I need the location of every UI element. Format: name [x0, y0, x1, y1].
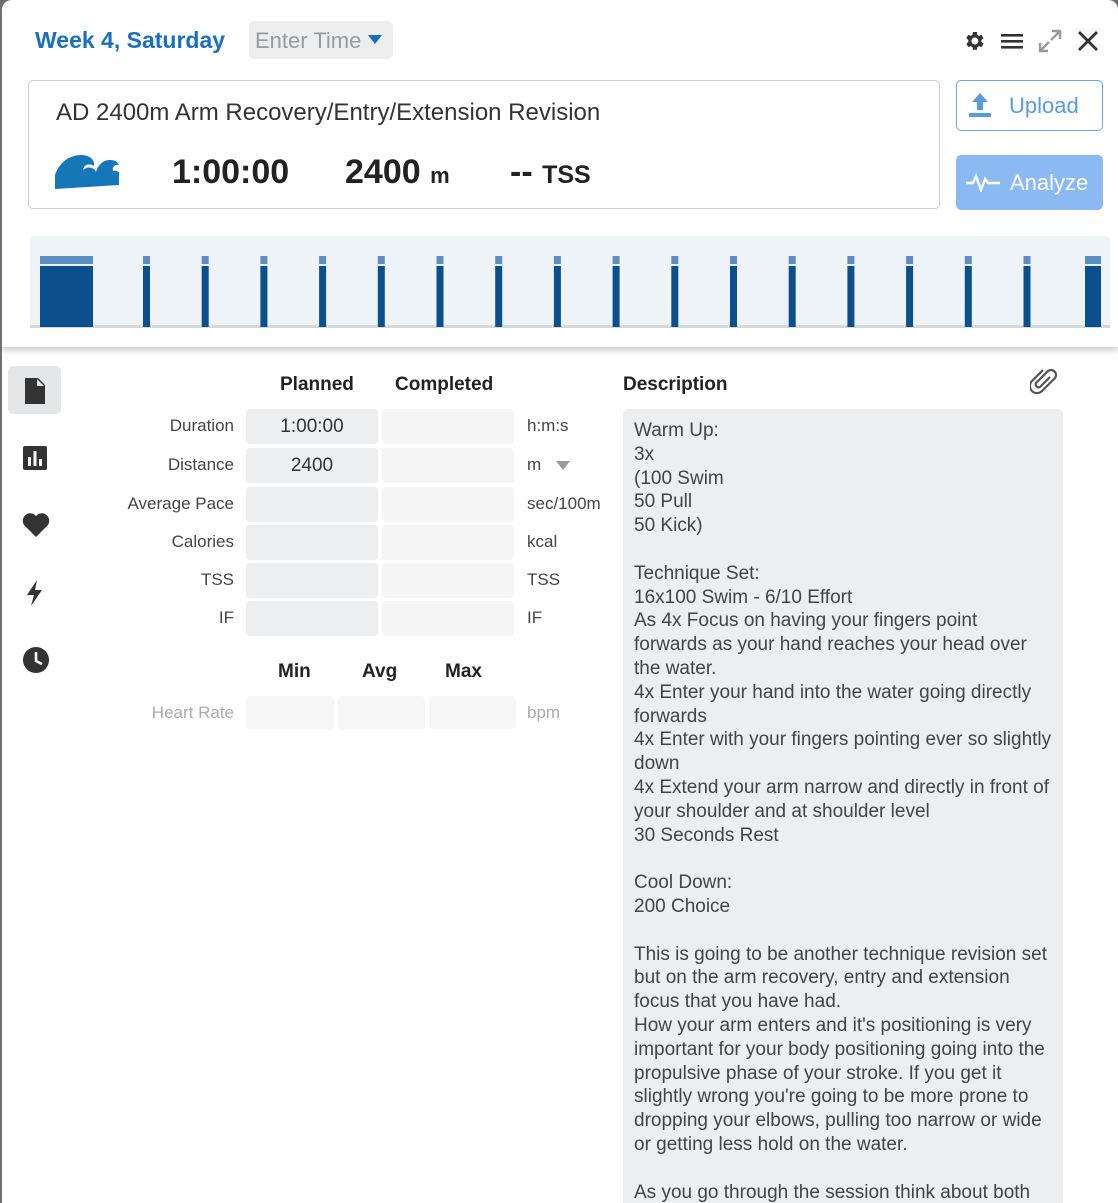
hr-avg-header: Avg [362, 661, 398, 682]
tab-details[interactable] [8, 366, 61, 414]
rep-bar-cap [965, 256, 972, 264]
distance-completed-input[interactable] [382, 448, 514, 483]
rep-bar-body [730, 266, 737, 327]
analyze-button[interactable] [956, 155, 1103, 210]
workout-summary-card [28, 80, 940, 209]
rep-bar[interactable] [613, 256, 620, 327]
calories-completed-input[interactable] [382, 525, 514, 560]
rep-bar-cap [202, 256, 209, 264]
rep-bar-body [260, 266, 267, 327]
pulse-icon [966, 172, 1000, 192]
workout-header [2, 0, 1118, 347]
rep-bar[interactable] [495, 256, 502, 327]
rep-bar-cap [847, 256, 854, 264]
duration-completed-input[interactable] [382, 409, 514, 444]
rep-bar-cap [495, 256, 502, 264]
if-completed-input[interactable] [382, 601, 514, 636]
rep-bar-body [319, 266, 326, 327]
duration-stat [172, 153, 289, 192]
swim-wave-icon [55, 151, 119, 189]
duration-label: Duration [169, 416, 234, 435]
rep-bar-cap [378, 256, 385, 264]
file-icon [22, 377, 48, 405]
rep-bar-body [554, 266, 561, 327]
rep-bar-body [671, 266, 678, 327]
cooldown-bar-body [1085, 266, 1101, 327]
distance-unit: m [527, 455, 542, 474]
rep-bar-body [202, 266, 209, 327]
hr-max-input[interactable] [429, 696, 516, 729]
average-pace-planned-input[interactable] [246, 487, 378, 522]
hr-min-input[interactable] [246, 696, 334, 729]
hr-unit: bpm [527, 703, 561, 722]
rep-bar-cap [1024, 256, 1031, 264]
workout-title[interactable]: AD 2400m Arm Recovery/Entry/Extension Revision [56, 99, 601, 126]
rep-bar-cap [730, 256, 737, 264]
if-label: IF [218, 608, 234, 627]
workout-structure-bars [30, 236, 1110, 328]
rep-bar-body [965, 266, 972, 327]
rep-bar[interactable] [847, 256, 854, 327]
rep-bar[interactable] [319, 256, 326, 327]
tss-unit: TSS [542, 161, 591, 189]
if-planned-input[interactable] [246, 601, 378, 636]
rep-bar-cap [906, 256, 913, 264]
rep-bar-body [378, 266, 385, 327]
rep-bar[interactable] [906, 256, 913, 327]
rep-bar[interactable] [671, 256, 678, 327]
rep-bar[interactable] [437, 256, 444, 327]
rep-bar[interactable] [789, 256, 796, 327]
hr-max-header: Max [445, 661, 482, 682]
rep-bar-cap [554, 256, 561, 264]
tab-history[interactable] [8, 635, 61, 683]
rep-bar[interactable] [260, 256, 267, 327]
rep-bar[interactable] [378, 256, 385, 327]
tss-label: TSS [200, 570, 234, 589]
rep-bar-body [847, 266, 854, 327]
gear-icon[interactable] [962, 28, 986, 54]
workout-structure-chart[interactable] [30, 236, 1110, 328]
close-icon[interactable] [1076, 28, 1100, 54]
rep-bar-cap [613, 256, 620, 264]
heart-rate-label: Heart Rate [151, 703, 234, 722]
hr-min-header: Min [278, 661, 311, 682]
average-pace-label: Average Pace [127, 494, 234, 513]
analyze-label: Analyze [1010, 169, 1089, 195]
rep-bar-body [143, 266, 150, 327]
tss-stat [510, 153, 591, 192]
calories-unit: kcal [527, 532, 558, 551]
rep-bar[interactable] [730, 256, 737, 327]
clock-icon [22, 646, 50, 674]
window-controls [962, 28, 1100, 54]
warmup-bar[interactable] [40, 256, 93, 327]
rep-bar-body [1024, 266, 1031, 327]
warmup-bar-cap [40, 256, 93, 264]
tss-unit: TSS [527, 570, 561, 589]
if-unit: IF [527, 608, 543, 627]
rep-bar-body [437, 266, 444, 327]
enter-time-dropdown[interactable] [249, 21, 393, 59]
rep-bar[interactable] [965, 256, 972, 327]
enter-time-placeholder: Enter Time [255, 28, 362, 53]
rep-bar-body [613, 266, 620, 327]
rep-bar-cap [260, 256, 267, 264]
hamburger-icon[interactable] [1000, 28, 1024, 54]
average-pace-unit: sec/100m [527, 494, 601, 513]
structure-baseline [30, 325, 1110, 328]
tss-value: -- [510, 153, 533, 191]
rep-bar-cap [671, 256, 678, 264]
tss-completed-input[interactable] [382, 563, 514, 598]
expand-icon[interactable] [1038, 28, 1062, 54]
rep-bar[interactable] [1024, 256, 1031, 327]
description-text[interactable]: Warm Up: 3x (100 Swim 50 Pull 50 Kick) Technique Set: 16x100 Swim - 6/10 Effort As 4x Focus on having your fingers point forwards as your hand reaches your head over the water. 4x Enter your hand into the water going directly forwards 4x Enter with your fingers pointing ever so slightly down 4x Extend your arm narrow and directly in front of your shoulder and at shoulder level 30 Seconds Rest Cool Down: 200 Choice This is going to be another technique revision set but on the arm recovery, entry and extension focus that you have had. How your arm enters and it's positioning is very important for your body positioning going into the propulsive phase of your stroke. If you get it slightly wrong you're going to be more prone to dropping your elbows, pulling too narrow or wide or getting less hold on the water. As you go through the session think about both [623, 409, 1063, 1203]
rep-bar-cap [319, 256, 326, 264]
tss-planned-input[interactable] [246, 563, 378, 598]
rep-bar-cap [437, 256, 444, 264]
upload-icon [969, 93, 991, 117]
calories-label: Calories [171, 532, 234, 551]
workout-modal [2, 0, 1118, 1203]
rep-bar-cap [789, 256, 796, 264]
distance-stat [345, 153, 450, 192]
duration-unit: h:m:s [527, 416, 569, 435]
rep-bar-cap [143, 256, 150, 264]
upload-label: Upload [1009, 92, 1079, 118]
duration-planned-input[interactable]: 1:00:00 [246, 409, 378, 444]
duration-value: 1:00:00 [172, 153, 290, 191]
warmup-bar-body [40, 266, 93, 327]
hr-avg-input[interactable] [338, 696, 425, 729]
rep-bar[interactable] [202, 256, 209, 327]
rep-bar-body [906, 266, 913, 327]
rep-bar[interactable] [143, 256, 150, 327]
distance-label: Distance [167, 455, 234, 474]
rep-bar[interactable] [554, 256, 561, 327]
upload-button[interactable] [956, 80, 1103, 131]
paperclip-icon[interactable] [1030, 367, 1058, 397]
distance-unit-dropdown[interactable] [556, 461, 570, 470]
description-title: Description [623, 374, 728, 395]
distance-value: 2400 [345, 153, 421, 191]
cooldown-bar[interactable] [1085, 256, 1101, 327]
average-pace-completed-input[interactable] [382, 487, 514, 522]
rep-bar-body [789, 266, 796, 327]
distance-unit: m [430, 163, 450, 188]
calories-planned-input[interactable] [246, 525, 378, 560]
distance-planned-input[interactable]: 2400 [246, 448, 378, 483]
completed-header: Completed [395, 374, 494, 395]
week-day-title: Week 4, Saturday [35, 27, 226, 53]
cooldown-bar-cap [1085, 256, 1101, 264]
planned-header: Planned [280, 374, 354, 395]
caret-down-icon [368, 35, 382, 44]
rep-bar-body [495, 266, 502, 327]
